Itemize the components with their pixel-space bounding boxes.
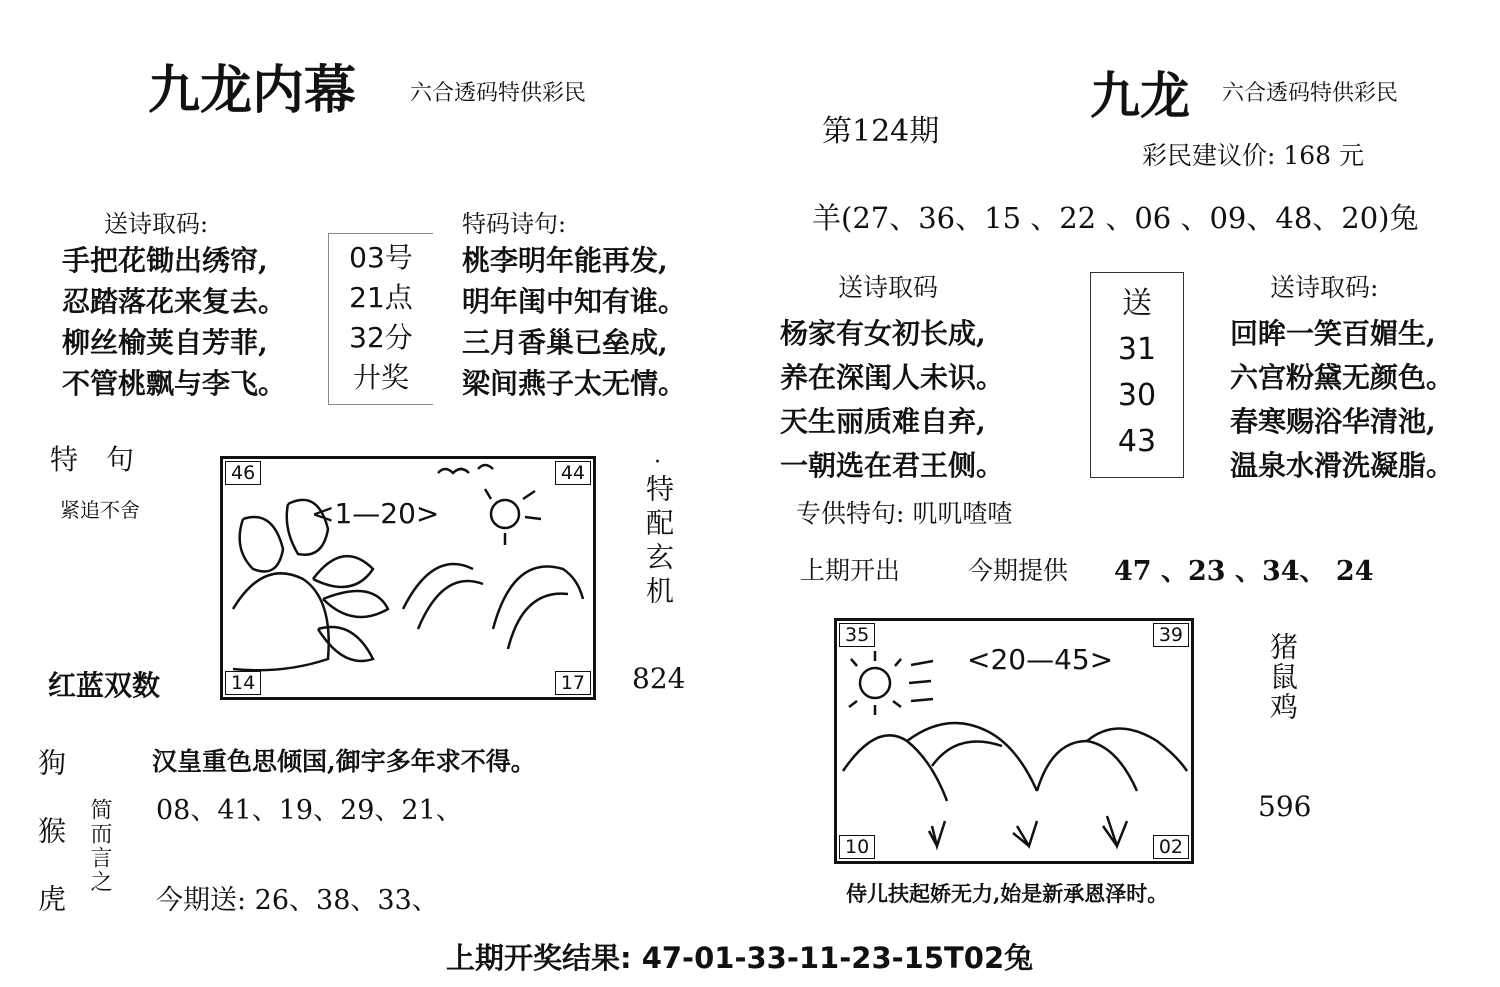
animal: 猴	[34, 816, 67, 884]
left-sketch	[223, 459, 593, 697]
poem-line: 不管桃飘与李飞。	[62, 367, 287, 400]
dot-mark: ·	[654, 450, 661, 475]
te-pei-xuan-ji: 特配玄机	[642, 474, 675, 610]
right-poem-left	[780, 312, 1004, 488]
corner-number: 39	[1153, 623, 1189, 647]
draw-info-line: 21点	[349, 281, 413, 314]
number-824: 824	[632, 662, 686, 695]
send-box-line: 送	[1122, 286, 1152, 321]
left-hint-picture	[220, 456, 596, 700]
left-poem	[62, 240, 286, 404]
corner-number: 46	[225, 461, 261, 485]
corner-number: 14	[225, 671, 261, 695]
corner-number: 02	[1153, 835, 1189, 859]
send-box	[1090, 272, 1184, 478]
te-ju-text: 紧追不舍	[60, 498, 140, 522]
left-subtitle: 六合透码特供彩民	[410, 81, 587, 106]
poem-line: 柳丝榆荚自芳菲,	[62, 326, 268, 359]
poem-line: 梁间燕子太无情。	[462, 367, 687, 400]
left-title: 九龙内幕	[148, 60, 357, 121]
poem-line: 三月香巢已垒成,	[462, 326, 668, 359]
provide-numbers: 47 、23 、34、 24	[1114, 556, 1374, 587]
special-poem	[462, 240, 686, 404]
send-box-line: 31	[1117, 332, 1157, 367]
today-provide-label: 今期提供	[968, 556, 1069, 585]
send-box-line: 43	[1117, 424, 1157, 459]
poem-line: 六宫粉黛无颜色。	[1230, 361, 1455, 394]
right-title: 九龙	[1090, 66, 1190, 125]
left-verse: 汉皇重色思倾国,御宇多年求不得。	[152, 747, 536, 776]
last-open-label: 上期开出	[800, 556, 901, 585]
left-animals	[30, 748, 70, 952]
number-596: 596	[1258, 790, 1312, 823]
poem-line: 一朝选在君王侧。	[780, 449, 1005, 482]
poem-line: 杨家有女初长成,	[780, 317, 986, 350]
right-verse: 侍儿扶起娇无力,始是新承恩泽时。	[846, 881, 1169, 906]
poem-line: 天生丽质难自弃,	[780, 405, 986, 438]
poem-line: 养在深闺人未识。	[780, 361, 1005, 394]
draw-info-line: 32分	[349, 321, 413, 354]
left-numbers-line: 08、41、19、29、21、	[156, 795, 463, 826]
corner-number: 35	[839, 623, 875, 647]
poem-line: 回眸一笑百媚生,	[1230, 317, 1436, 350]
zhuan-gong-te-ju: 专供特句: 叽叽喳喳	[796, 499, 1013, 528]
draw-info-line: 廾奖	[352, 361, 409, 394]
right-hint-picture	[834, 618, 1194, 864]
te-ju-label: 特 句	[50, 443, 135, 476]
jian-er-yan-zhi: 简而言之	[87, 798, 112, 894]
draw-info-line: 03号	[349, 241, 413, 274]
poem-line: 忍踏落花来复去。	[62, 285, 287, 318]
corner-number: 10	[839, 835, 875, 859]
animal: 狗	[34, 748, 67, 816]
hong-lan-label: 红蓝双数	[48, 669, 161, 702]
issue-number: 第124期	[822, 114, 940, 149]
send-box-line: 30	[1117, 378, 1157, 413]
right-subtitle: 六合透码特供彩民	[1222, 81, 1399, 106]
animal: 鸡	[1266, 692, 1299, 722]
animal: 虎	[34, 884, 67, 952]
poem-line: 春寒赐浴华清池,	[1230, 405, 1436, 438]
right-poem-right	[1230, 312, 1454, 488]
poem-line: 桃李明年能再发,	[462, 244, 668, 277]
poem-line: 手把花锄出绣帘,	[62, 244, 268, 277]
left-poem-heading: 送诗取码:	[104, 210, 209, 238]
sheep-numbers: 羊(27、36、15 、22 、06 、09、48、20)兔	[812, 201, 1419, 235]
corner-number: 17	[555, 671, 591, 695]
poem-line: 温泉水滑洗凝脂。	[1230, 449, 1455, 482]
draw-info-box	[328, 233, 433, 405]
animal: 鼠	[1266, 662, 1299, 692]
special-poem-heading: 特码诗句:	[462, 210, 567, 238]
right-poem-heading-left: 送诗取码	[838, 273, 939, 302]
animal: 猪	[1266, 632, 1299, 662]
last-draw-result: 上期开奖结果: 47-01-33-11-23-15T02兔	[446, 941, 1034, 975]
right-animals	[1262, 632, 1302, 742]
right-poem-heading-right: 送诗取码:	[1270, 273, 1379, 302]
right-range-text: <20—45>	[967, 643, 1114, 676]
left-range-text: <1—20>	[311, 497, 440, 530]
today-send: 今期送: 26、38、33、	[156, 885, 439, 916]
corner-number: 44	[555, 461, 591, 485]
price: 彩民建议价: 168 元	[1142, 141, 1365, 170]
poem-line: 明年闺中知有谁。	[462, 285, 687, 318]
